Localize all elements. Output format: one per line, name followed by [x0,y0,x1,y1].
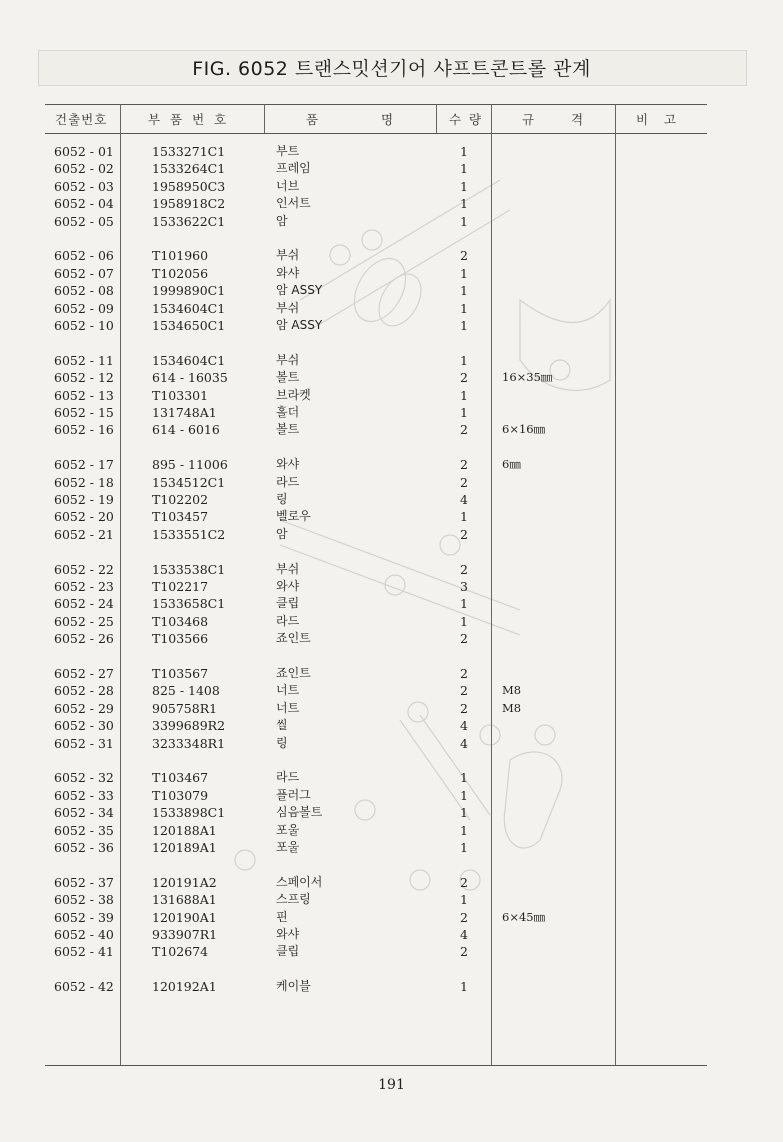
table-bottom-rule [45,1065,707,1066]
part-index: 6052 - 32 [54,770,114,786]
part-number: 120190A1 [152,909,217,925]
table-row [0,421,783,438]
part-number: T101960 [152,248,209,264]
part-number: 933907R1 [152,927,218,942]
table-row [0,300,783,317]
part-index: 6052 - 30 [54,718,114,734]
part-index: 6052 - 26 [54,631,114,647]
part-number: 1958950C3 [152,178,226,194]
table-row [0,369,783,386]
part-number: 1999890C1 [152,283,226,299]
quantity: 1 [460,979,468,995]
table-row [0,195,783,212]
quantity: 1 [460,283,468,299]
quantity: 2 [460,944,468,960]
part-index: 6052 - 11 [54,352,114,368]
part-index: 6052 - 24 [54,596,114,612]
part-name: 볼트 [276,370,300,385]
quantity: 1 [460,387,468,403]
quantity: 4 [460,927,468,942]
part-name: 너트 [276,700,300,715]
part-number: 120191A2 [152,874,217,890]
header-spec-right: 격 [571,112,585,127]
part-name: 부쉬 [276,300,300,315]
header-quantity: 수 량 [449,112,484,127]
part-index: 6052 - 15 [54,405,114,420]
part-name: 너브 [276,178,300,193]
part-number: 1533622C1 [152,213,226,229]
part-number: T103457 [152,509,209,525]
specification: 6㎜ [502,457,521,472]
quantity: 1 [460,352,468,368]
part-index: 6052 - 03 [54,178,114,194]
part-number: T103467 [152,770,209,786]
part-index: 6052 - 18 [54,474,114,490]
part-index: 6052 - 19 [54,492,114,507]
part-number: 1534604C1 [152,300,226,316]
table-top-rule [45,104,707,105]
quantity: 2 [460,370,468,386]
table-row [0,700,783,717]
table-row [0,909,783,926]
part-name: 스페이서 [276,874,323,889]
table-row [0,874,783,891]
table-row [0,595,783,612]
quantity: 4 [460,492,468,507]
table-row [0,561,783,578]
specification: 6×45㎜ [502,909,546,924]
table-row [0,978,783,995]
quantity: 2 [460,526,468,542]
table-row [0,178,783,195]
header-name-right: 명 [381,112,395,127]
part-number: T103567 [152,666,209,681]
quantity: 2 [460,666,468,681]
table-row [0,213,783,230]
part-index: 6052 - 12 [54,370,114,386]
part-name: 너트 [276,683,300,698]
part-index: 6052 - 25 [54,613,114,629]
part-number: 1534604C1 [152,352,226,368]
table-row [0,456,783,473]
part-name: 포울 [276,840,300,854]
part-number: T103468 [152,613,209,629]
part-index: 6052 - 28 [54,683,114,699]
quantity: 2 [460,457,468,473]
table-row [0,526,783,543]
part-index: 6052 - 04 [54,196,114,212]
part-name: 죠인트 [276,666,311,680]
specification: 6×16㎜ [502,422,546,437]
part-name: 암 [276,526,288,541]
part-index: 6052 - 02 [54,161,114,177]
part-name: 브라켓 [276,387,311,402]
part-number: 1958918C2 [152,196,226,212]
table-row [0,387,783,404]
part-name: 케이블 [276,979,311,994]
part-index: 6052 - 29 [54,700,114,716]
header-part-number: 부 품 번 호 [148,112,230,127]
quantity: 1 [460,613,468,629]
quantity: 2 [460,683,468,699]
part-index: 6052 - 10 [54,318,114,333]
quantity: 4 [460,735,468,751]
part-name: 부트 [276,144,300,158]
part-number: T103301 [152,387,209,403]
table-row [0,613,783,630]
table-row [0,787,783,804]
specification: M8 [502,683,522,698]
part-index: 6052 - 07 [54,265,114,281]
part-name: 와샤 [276,265,300,280]
quantity: 1 [460,892,468,908]
quantity: 2 [460,422,468,438]
part-name: 라드 [276,770,300,785]
quantity: 2 [460,631,468,647]
part-name: 와샤 [276,579,300,593]
part-index: 6052 - 06 [54,248,114,264]
part-index: 6052 - 09 [54,300,114,316]
part-name: 씰 [276,718,288,733]
header-no: 건출번호 [55,112,108,127]
part-index: 6052 - 05 [54,213,114,229]
part-index: 6052 - 31 [54,735,114,751]
table-row [0,839,783,856]
table-row [0,247,783,264]
table-row [0,822,783,839]
part-index: 6052 - 01 [54,144,114,159]
quantity: 1 [460,300,468,316]
part-index: 6052 - 38 [54,892,114,908]
part-number: 3399689R2 [152,718,226,734]
part-number: T102202 [152,492,209,507]
quantity: 2 [460,561,468,577]
table-row [0,665,783,682]
table-row [0,352,783,369]
page-title: FIG. 6052 트랜스밋션기어 샤프트콘트롤 관계 [192,58,591,80]
part-index: 6052 - 33 [54,787,114,803]
quantity: 2 [460,474,468,490]
part-index: 6052 - 23 [54,579,114,594]
quantity: 1 [460,213,468,229]
part-index: 6052 - 37 [54,874,114,890]
table-row [0,578,783,595]
part-name: 심음볼트 [276,805,323,820]
header-spec-left: 규 [522,112,536,127]
table-row [0,804,783,821]
part-number: 1533538C1 [152,561,226,577]
quantity: 1 [460,509,468,525]
part-name: 부쉬 [276,248,300,263]
part-name: 암 ASSY [276,283,323,298]
part-name: 홀더 [276,405,300,419]
part-index: 6052 - 16 [54,422,114,438]
part-name: 스프링 [276,892,311,907]
part-number: 895 - 11006 [152,457,228,473]
specification: M8 [502,700,522,715]
part-name: 플러그 [276,787,311,802]
quantity: 1 [460,822,468,838]
part-number: 1533271C1 [152,144,226,159]
part-name: 암 ASSY [276,318,323,332]
part-name: 와샤 [276,927,300,941]
quantity: 2 [460,909,468,925]
quantity: 2 [460,700,468,716]
header-remarks: 비 고 [636,112,683,127]
part-index: 6052 - 42 [54,979,114,995]
part-name: 링 [276,735,288,750]
quantity: 4 [460,718,468,734]
part-name: 부쉬 [276,561,300,576]
table-row [0,769,783,786]
part-number: T102674 [152,944,209,960]
part-number: T103079 [152,787,209,803]
table-row [0,682,783,699]
table-row [0,891,783,908]
part-number: 1533898C1 [152,805,226,821]
part-name: 죠인트 [276,631,311,646]
part-index: 6052 - 39 [54,909,114,925]
table-row [0,508,783,525]
part-number: 1534650C1 [152,318,226,333]
table-row [0,404,783,421]
part-number: T102217 [152,579,209,594]
part-name: 인서트 [276,196,311,211]
part-number: 614 - 6016 [152,422,220,438]
part-index: 6052 - 41 [54,944,114,960]
part-name: 라드 [276,474,300,489]
table-row [0,317,783,334]
part-number: 120192A1 [152,979,217,995]
quantity: 1 [460,265,468,281]
table-row [0,630,783,647]
header-name-left: 품 [306,112,320,127]
table-row [0,265,783,282]
part-index: 6052 - 34 [54,805,114,821]
quantity: 1 [460,405,468,420]
part-number: 131688A1 [152,892,217,908]
quantity: 1 [460,596,468,612]
table-row [0,926,783,943]
part-number: 120189A1 [152,840,217,855]
table-row [0,735,783,752]
part-name: 부쉬 [276,352,300,367]
part-index: 6052 - 20 [54,509,114,525]
quantity: 1 [460,805,468,821]
part-number: 614 - 16035 [152,370,228,386]
part-number: T102056 [152,265,209,281]
quantity: 1 [460,196,468,212]
part-number: 3233348R1 [152,735,226,751]
part-name: 라드 [276,613,300,628]
part-name: 링 [276,492,288,506]
column-divider [436,104,437,133]
page-number: 191 [378,1077,405,1093]
part-index: 6052 - 13 [54,387,114,403]
table-header-rule [45,133,707,134]
part-index: 6052 - 17 [54,457,114,473]
part-name: 포울 [276,822,300,837]
quantity: 1 [460,787,468,803]
part-number: T103566 [152,631,209,647]
part-number: 131748A1 [152,405,217,420]
part-index: 6052 - 36 [54,840,114,855]
part-name: 와샤 [276,457,300,472]
part-name: 암 [276,213,288,228]
quantity: 1 [460,144,468,159]
part-name: 클립 [276,944,300,959]
part-index: 6052 - 22 [54,561,114,577]
table-row [0,491,783,508]
table-row [0,160,783,177]
part-name: 프레임 [276,161,311,176]
part-number: 1534512C1 [152,474,226,490]
quantity: 1 [460,178,468,194]
part-number: 825 - 1408 [152,683,220,699]
part-name: 핀 [276,909,288,924]
part-name: 벨로우 [276,509,311,524]
part-number: 120188A1 [152,822,217,838]
specification: 16×35㎜ [502,370,553,385]
quantity: 2 [460,248,468,264]
part-index: 6052 - 35 [54,822,114,838]
quantity: 1 [460,840,468,855]
quantity: 1 [460,318,468,333]
part-name: 볼트 [276,422,300,437]
table-row [0,474,783,491]
part-number: 905758R1 [152,700,218,716]
quantity: 1 [460,161,468,177]
table-row [0,143,783,160]
part-number: 1533551C2 [152,526,226,542]
part-number: 1533264C1 [152,161,226,177]
table-row [0,282,783,299]
part-index: 6052 - 40 [54,927,114,942]
part-index: 6052 - 27 [54,666,114,681]
part-number: 1533658C1 [152,596,226,612]
quantity: 1 [460,770,468,786]
quantity: 2 [460,874,468,890]
table-row [0,717,783,734]
part-index: 6052 - 08 [54,283,114,299]
table-row [0,943,783,960]
quantity: 3 [460,579,468,594]
column-divider [264,104,265,133]
part-index: 6052 - 21 [54,526,114,542]
part-name: 클립 [276,596,300,611]
